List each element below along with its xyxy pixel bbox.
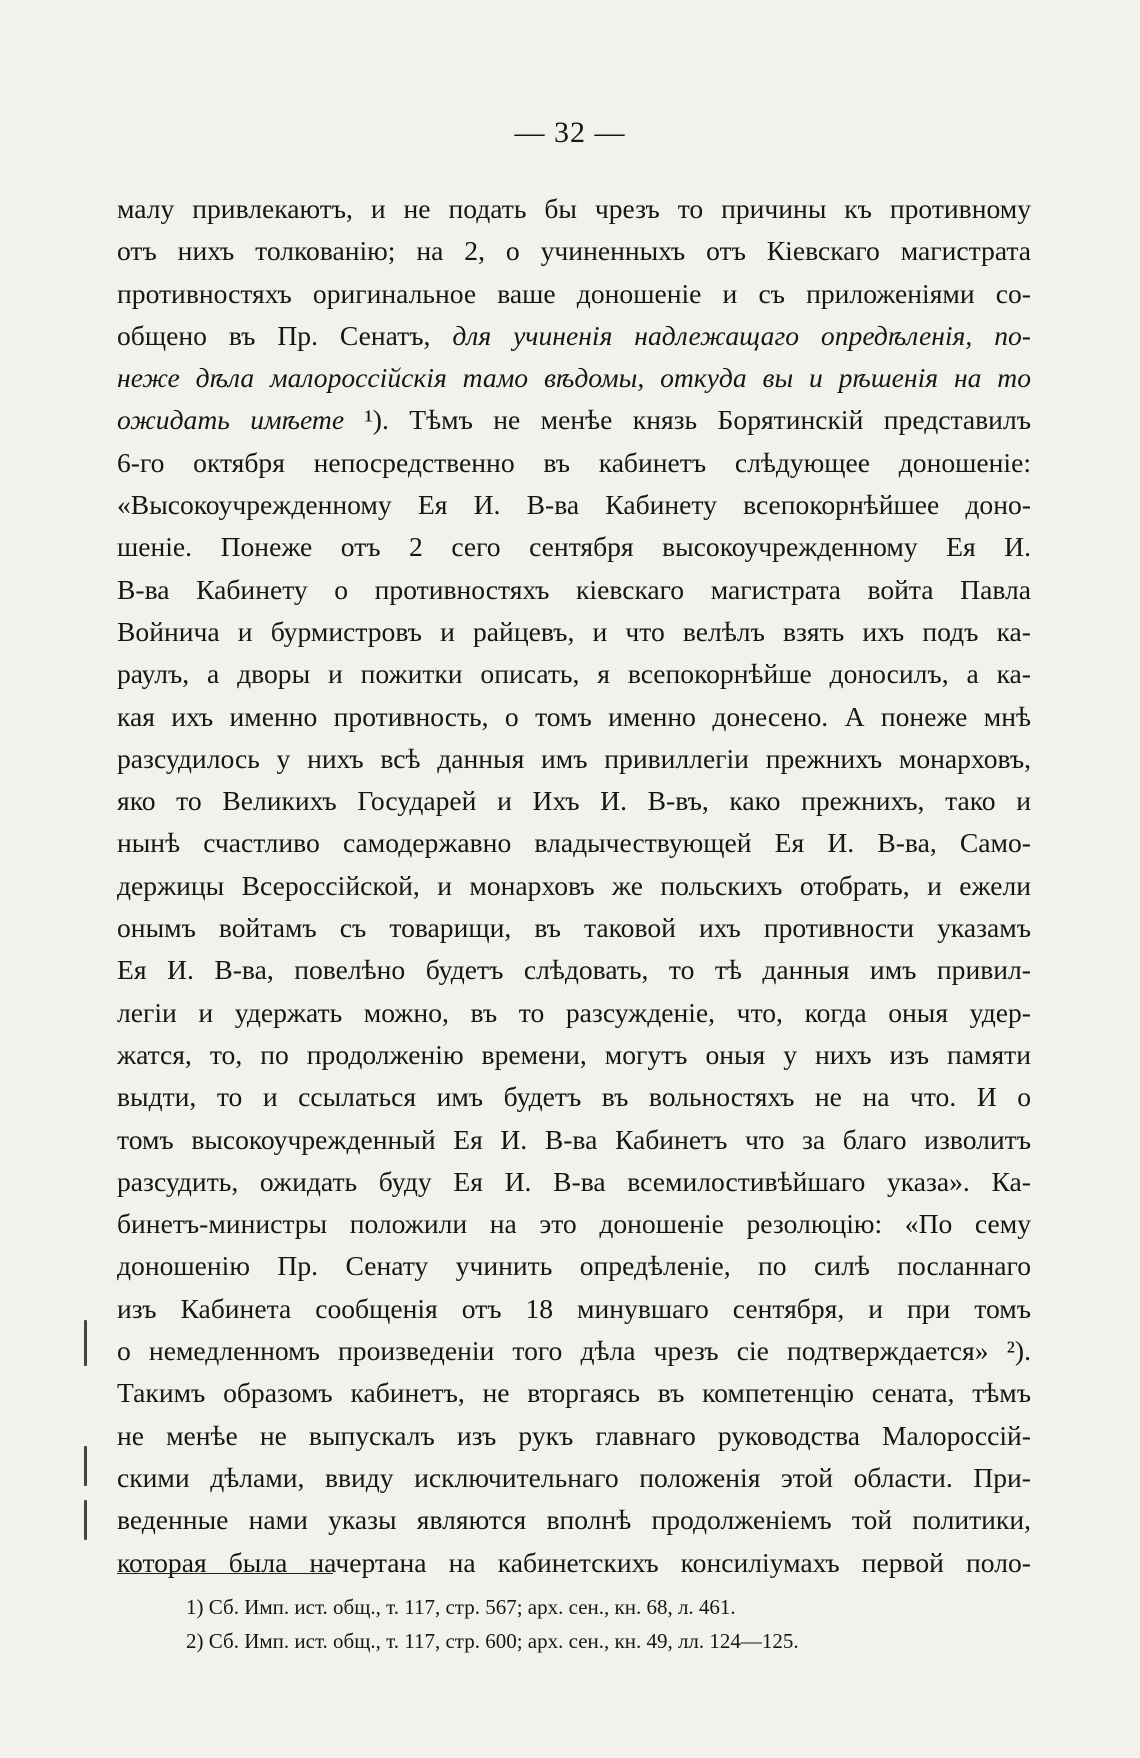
text-line [117,484,1031,526]
text-line [117,1288,1031,1330]
text-line [117,1330,1031,1372]
text-line [117,738,1031,780]
text-line [117,1161,1031,1203]
text-line [117,273,1031,315]
text-segment: томъ высокоучрежденный Ея И. В-ва Кабинетъ что за благо изволитъ [117,1123,1031,1155]
text-segment: отъ нихъ толкованію; на 2, о учиненныхъ отъ Кіевскаго магистрата [117,235,1031,267]
text-segment: малу привлекаютъ, и не подать бы чрезъ то причины къ противному [117,193,1031,224]
text-line [117,653,1031,695]
text-segment: которая была начертана на кабинетскихъ консиліумахъ первой поло- [117,1546,1031,1578]
text-segment: держицы Всероссійской, и монарховъ же польскихъ отобрать, и ежели [117,869,1031,901]
italic-segment: неже дѣла малороссійскія тамо вѣдомы, откуда вы и рѣшенія на то [117,362,1031,394]
text-segment: веденные нами указы являются вполнѣ продолженіемъ той политики, [117,1504,1031,1536]
text-line [117,357,1031,399]
text-segment: нынѣ счастливо самодержавно владычествующей Ея И. В-ва, Само- [117,827,1031,859]
text-segment: ¹). Тѣмъ не менѣе князь Борятинскій представилъ [344,404,1031,436]
text-line [117,1076,1031,1118]
text-segment: «Высокоучрежденному Ея И. В-ва Кабинету всепокорнѣйшее доно- [117,489,1031,521]
text-segment: жатся, то, по продолженію времени, могутъ оныя у нихъ изъ памяти [117,1038,1031,1070]
text-segment: доношенію Пр. Сенату учинить опредѣленіе, по силѣ посланнаго [117,1250,1031,1282]
margin-pencil-mark [84,1500,87,1540]
text-line [117,526,1031,568]
text-line [117,230,1031,272]
text-line [117,399,1031,441]
footnote-rule [117,1573,333,1574]
text-segment: бинетъ-министры положили на это доношеніе резолюцію: «По сему [117,1208,1031,1240]
text-line [117,1119,1031,1161]
text-segment: Ея И. В-ва, повелѣно будетъ слѣдовать, то тѣ данныя имъ привил- [117,954,1031,986]
footnote-2: 2) Сб. Имп. ист. общ., т. 117, стр. 600; арх. сен., кн. 49, лл. 124—125. [186,1629,799,1653]
text-line [117,1034,1031,1076]
footnote-1: 1) Сб. Имп. ист. общ., т. 117, стр. 567; арх. сен., кн. 68, л. 461. [186,1595,736,1619]
text-line [117,1372,1031,1414]
text-line [117,188,1031,230]
italic-segment: для учиненія надлежащаго опредѣленія, по- [452,319,1031,351]
text-segment: противностяхъ оригинальное ваше доношеніе и съ приложеніями со- [117,277,1031,309]
text-line [117,1499,1031,1541]
text-segment: шеніе. Понеже отъ 2 сего сентября высокоучрежденному Ея И. [117,531,1031,563]
text-line [117,442,1031,484]
text-line [117,1245,1031,1287]
text-line [117,949,1031,991]
text-line [117,907,1031,949]
text-line [117,1415,1031,1457]
text-line [117,992,1031,1034]
margin-pencil-mark [84,1446,87,1486]
page-number: — 32 — [514,116,626,149]
text-segment: онымъ войтамъ съ товарищи, въ таковой ихъ противности указамъ [117,912,1031,944]
text-line [117,865,1031,907]
body-text [117,188,1031,1584]
text-line [117,611,1031,653]
text-line [117,696,1031,738]
text-line [117,822,1031,864]
text-line [117,1203,1031,1245]
margin-pencil-mark [84,1320,87,1366]
text-segment: разсудилось у нихъ всѣ данныя имъ привиллегіи прежнихъ монарховъ, [117,742,1031,774]
italic-segment: ожидать имѣете [117,404,345,436]
text-segment: разсудить, ожидать буду Ея И. В-ва всемилостивѣйшаго указа». Ка- [117,1165,1031,1197]
text-segment: кая ихъ именно противность, о томъ именно донесено. А понеже мнѣ [117,700,1031,732]
text-segment: изъ Кабинета сообщенія отъ 18 минувшаго сентября, и при томъ [117,1292,1031,1324]
text-segment: раулъ, а дворы и пожитки описать, я всепокорнѣйше доносилъ, а ка- [117,658,1031,690]
text-line [117,315,1031,357]
text-line [117,1457,1031,1499]
text-segment: о немедленномъ произведеніи того дѣла чрезъ сіе подтверждается» ²). [117,1335,1031,1367]
text-segment: выдти, то и ссылаться имъ будетъ въ вольностяхъ не на что. И о [117,1081,1031,1113]
text-line [117,569,1031,611]
text-line [117,780,1031,822]
text-segment: Такимъ образомъ кабинетъ, не вторгаясь въ компетенцію сената, тѣмъ [117,1377,1031,1409]
text-segment: В-ва Кабинету о противностяхъ кіевскаго магистрата войта Павла [117,573,1031,605]
text-segment: яко то Великихъ Государей и Ихъ И. В-въ, како прежнихъ, тако и [117,785,1031,817]
text-segment: легіи и удержать можно, въ то разсужденіе, что, когда оныя удер- [117,996,1031,1028]
text-segment: 6-го октября непосредственно въ кабинетъ слѣдующее доношеніе: [117,446,1031,478]
footnotes [186,1590,946,1658]
text-segment: не менѣе не выпускалъ изъ рукъ главнаго руководства Малороссій- [117,1419,1031,1451]
text-line [117,1542,1031,1584]
text-segment: скими дѣлами, ввиду исключительнаго положенія этой области. При- [117,1461,1031,1493]
text-segment: Войнича и бурмистровъ и райцевъ, и что велѣлъ взять ихъ подъ ка- [117,615,1031,647]
text-segment: общено въ Пр. Сенатъ, [117,319,453,351]
